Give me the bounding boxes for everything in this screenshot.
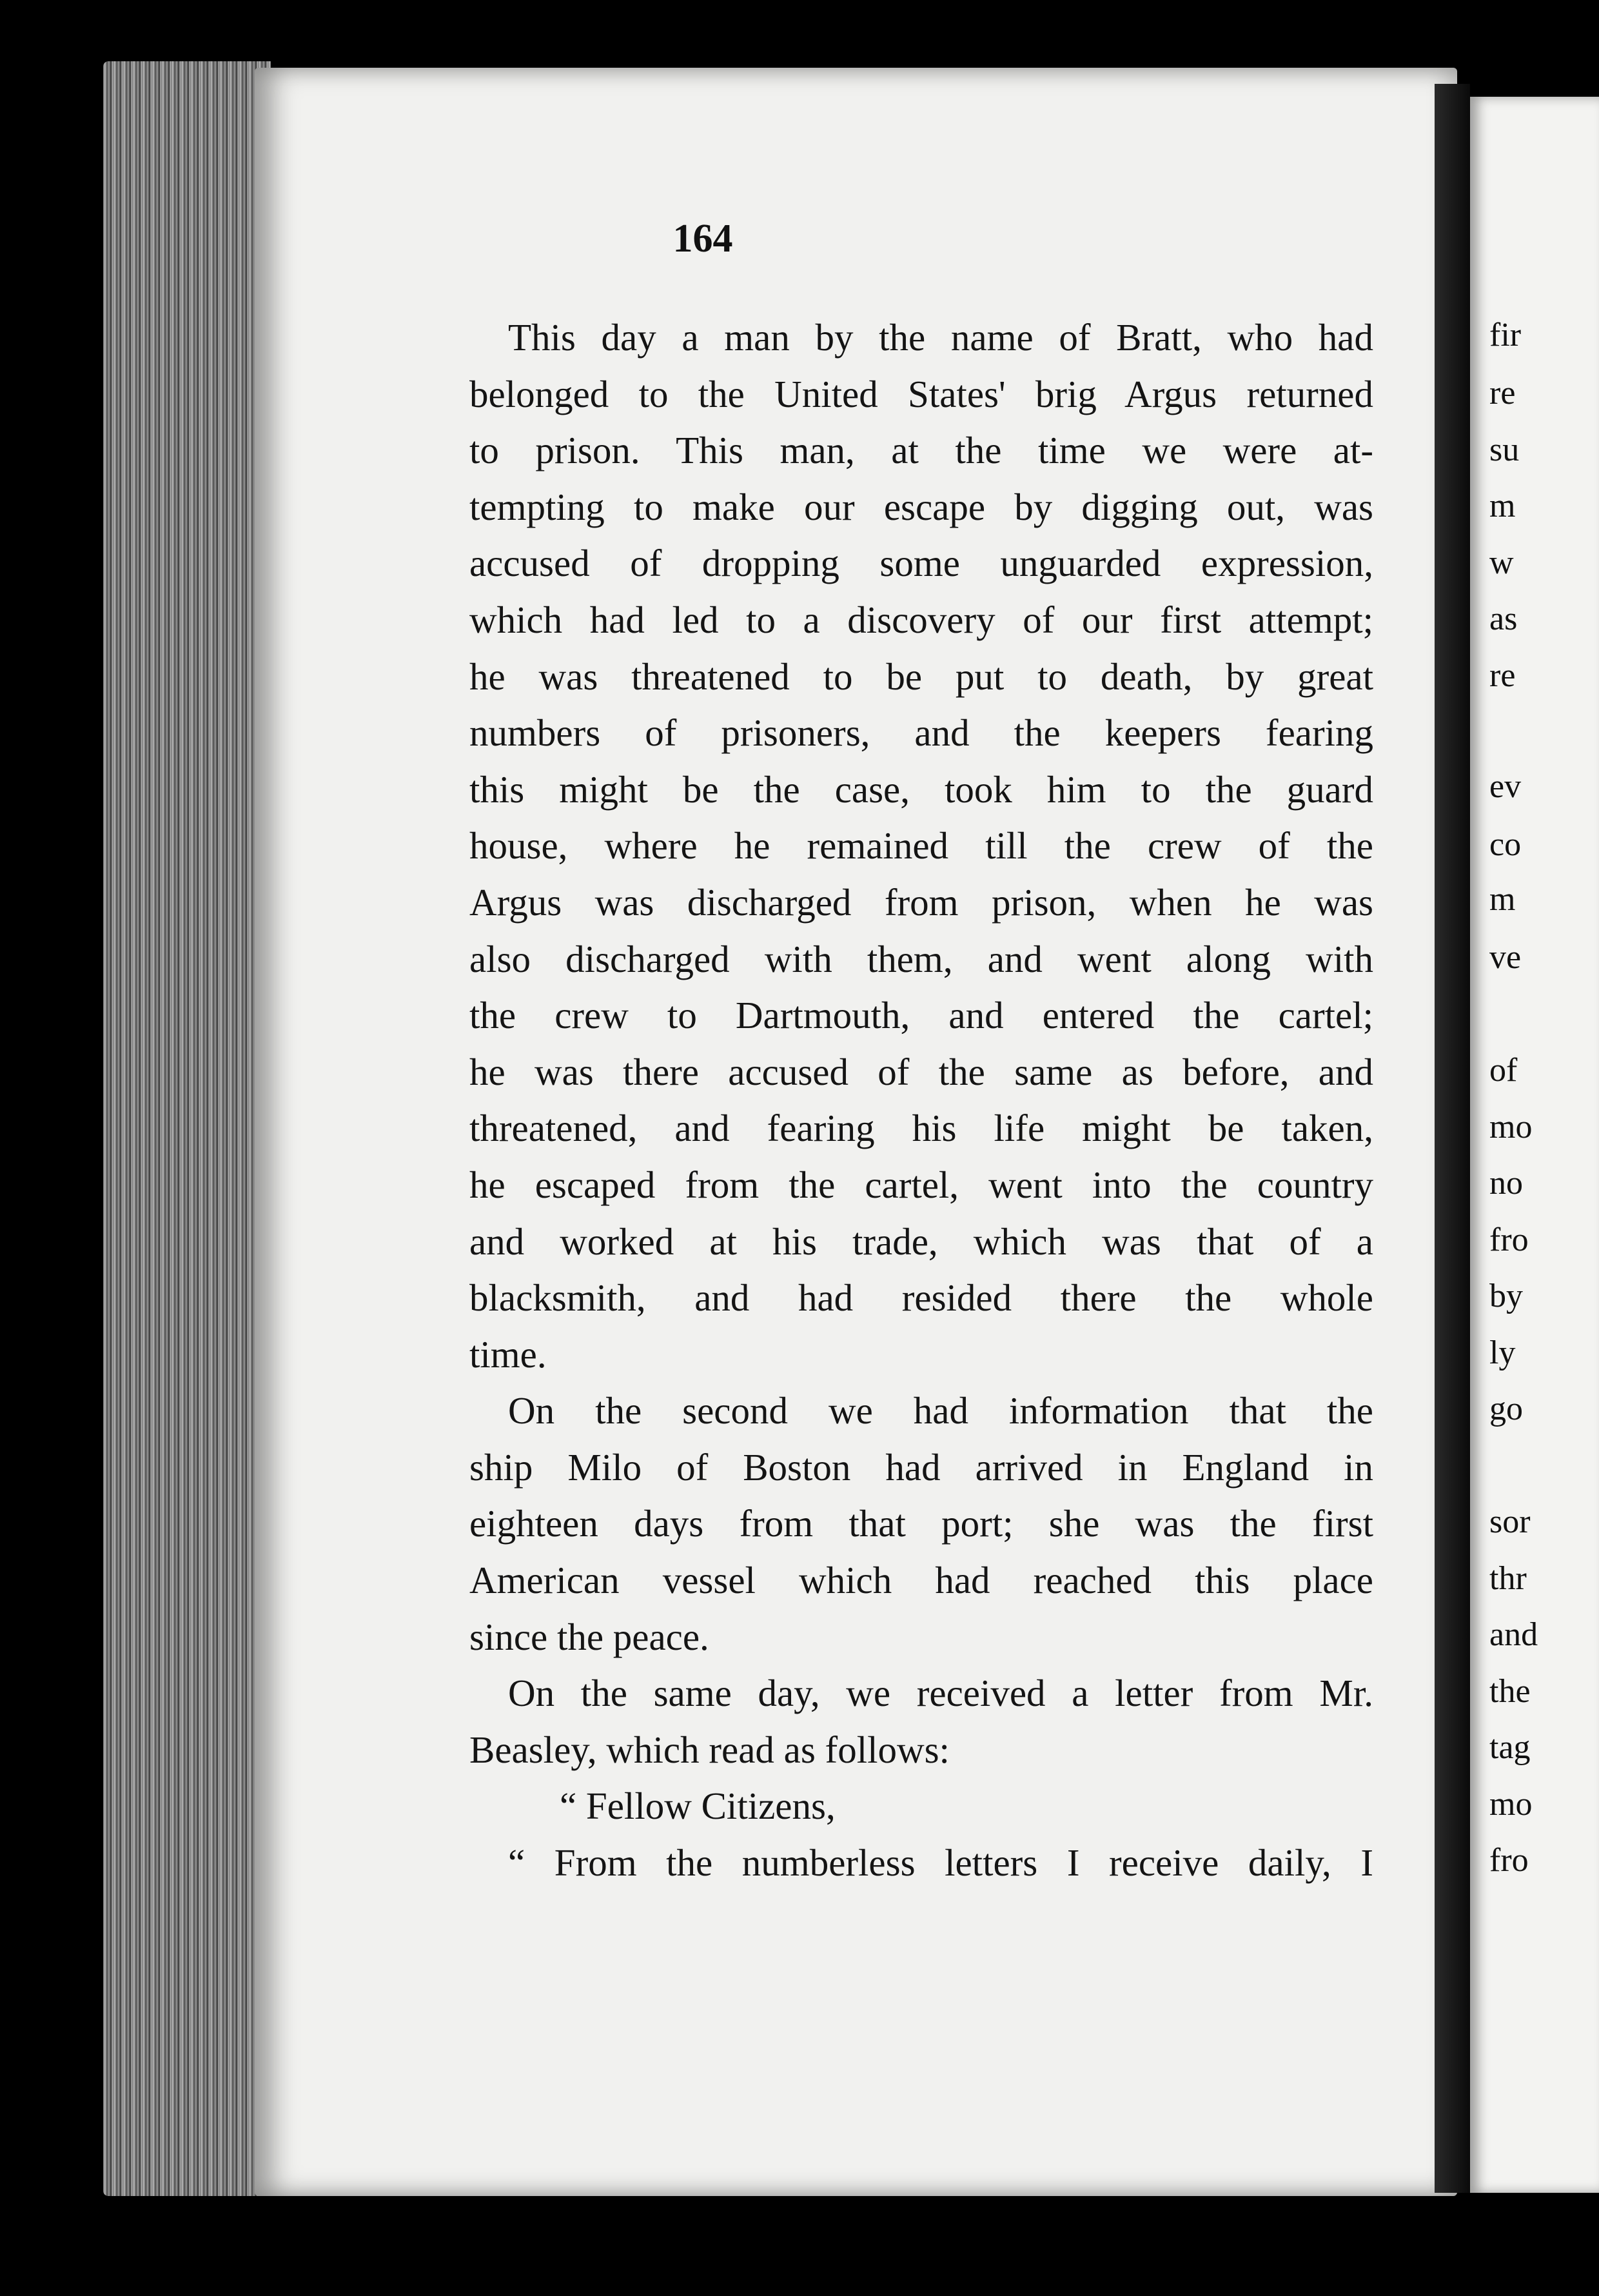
facing-page-line: tag [1489, 1729, 1531, 1766]
book-gutter [1435, 84, 1470, 2193]
text-line: belonged to the United States' brig Argus returned [469, 372, 1373, 415]
text-line: and worked at his trade, which was that of a [469, 1220, 1373, 1263]
facing-page-line: fro [1489, 1842, 1529, 1879]
text-line: On the second we had information that the [508, 1389, 1373, 1432]
facing-page-line: sor [1489, 1503, 1531, 1540]
page-number: 164 [672, 217, 733, 261]
text-line: Argus was discharged from prison, when he was [469, 880, 1373, 924]
text-line: American vessel which had reached this place [469, 1559, 1373, 1602]
text-line: ship Milo of Boston had arrived in England in [469, 1445, 1373, 1489]
facing-page-line: ly [1489, 1334, 1516, 1371]
text-line: eighteen days from that port; she was the first [469, 1502, 1373, 1545]
text-line: the crew to Dartmouth, and entered the cartel; [469, 994, 1373, 1037]
text-line: also discharged with them, and went along with [469, 937, 1373, 980]
text-line: tempting to make our escape by digging out, was [469, 485, 1373, 528]
text-line: house, where he remained till the crew of the [469, 824, 1373, 867]
text-line: time. [469, 1332, 547, 1376]
text-line: threatened, and fearing his life might be taken, [469, 1107, 1373, 1150]
facing-page-line: m [1489, 881, 1516, 918]
facing-page-line: by [1489, 1278, 1523, 1314]
facing-page-line: fro [1489, 1222, 1529, 1258]
text-line: he escaped from the cartel, went into the country [469, 1163, 1373, 1206]
facing-page-line: w [1489, 544, 1514, 581]
text-line: This day a man by the name of Bratt, who had [508, 316, 1373, 359]
facing-page-line: mo [1489, 1109, 1533, 1145]
facing-page-line: m [1489, 488, 1516, 524]
text-line: “ From the numberless letters I receive daily, I [508, 1841, 1373, 1885]
text-line: On the same day, we received a letter from Mr. [508, 1672, 1373, 1715]
text-line: since the peace. [469, 1615, 709, 1658]
body-text [469, 310, 1373, 1892]
facing-page-line: su [1489, 431, 1520, 468]
facing-page-line: as [1489, 600, 1518, 637]
letter-salutation: “ Fellow Citizens, [560, 1785, 836, 1828]
text-line: to prison. This man, at the time we were at- [469, 429, 1373, 472]
text-line: accused of dropping some unguarded expression, [469, 542, 1373, 585]
facing-page-line: and [1489, 1616, 1538, 1653]
text-line: which had led to a discovery of our first attempt; [469, 598, 1373, 641]
facing-page-line: go [1489, 1390, 1523, 1427]
text-line: Beasley, which read as follows: [469, 1728, 950, 1771]
facing-page-line: no [1489, 1165, 1523, 1202]
text-line: this might be the case, took him to the guard [469, 767, 1373, 811]
text-line: he was threatened to be put to death, by great [469, 655, 1373, 698]
facing-page-line: re [1489, 375, 1516, 411]
facing-page-line: re [1489, 657, 1516, 694]
facing-page-line: of [1489, 1052, 1518, 1089]
facing-page-line: ve [1489, 939, 1522, 976]
facing-page-line: fir [1489, 317, 1522, 353]
text-line: he was there accused of the same as before, and [469, 1050, 1373, 1093]
text-line: numbers of prisoners, and the keepers fearing [469, 711, 1373, 755]
facing-page-line: mo [1489, 1786, 1533, 1823]
facing-page-line: thr [1489, 1560, 1527, 1597]
facing-page-fragment [1470, 97, 1599, 2193]
facing-page-line: the [1489, 1673, 1531, 1710]
facing-page-line: ev [1489, 768, 1522, 805]
facing-page-line: co [1489, 826, 1522, 863]
text-line: blacksmith, and had resided there the whole [469, 1276, 1373, 1320]
page-edges [103, 61, 271, 2196]
